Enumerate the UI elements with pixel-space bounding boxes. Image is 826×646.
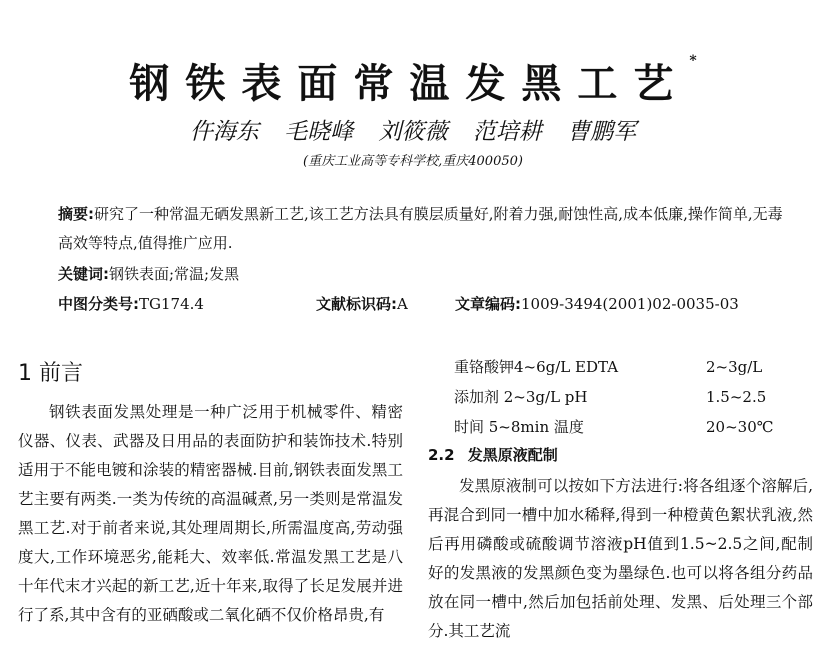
paragraph: 钢铁表面发黑处理是一种广泛用于机械零件、精密仪器、仪表、武器及日用品的表面防护和装饰技术.特别适用于不能电镀和涂装的精密器械.目前,钢铁表面发黑工艺主要有两类.一类为传统的高温碱煮,另一类则是常温发黑工艺.对于前者来说,其处理周期长,所需温度高,劳动强度大,工作环境恶劣,能耗大、效率低.常温发黑工艺是八十年代末才兴起的新工艺,近十年来,取得了长足发展并进行了系,其中含有的亚硒酸或二氧化硒不仅价格昂贵,有 [18, 403, 403, 624]
clc-value: TG174.4 [139, 295, 204, 313]
recipe-table [454, 352, 794, 442]
document-code [316, 293, 408, 314]
abstract-label: 摘要: [58, 205, 94, 223]
doc-label: 文献标识码: [316, 295, 397, 313]
keywords-text: 钢铁表面;常温;发黑 [109, 265, 240, 283]
doc-value: A [397, 295, 408, 313]
abstract-text: 研究了一种常温无硒发黑新工艺,该工艺方法具有膜层质量好,附着力强,耐蚀性高,成本低廉,操作简单,无毒高效等特点,值得推广应用. [58, 205, 783, 252]
recipe-cell: 2~3g/L [706, 358, 763, 376]
recipe-row [454, 412, 794, 442]
article-value: 1009-3494(2001)02-0035-03 [521, 295, 739, 313]
right-column [428, 472, 813, 646]
recipe-row [454, 352, 794, 382]
recipe-cell: 时间 5~8min 温度 [454, 418, 584, 436]
abstract [58, 200, 793, 258]
article-number [455, 293, 739, 314]
clc-label: 中图分类号: [58, 295, 139, 313]
section-heading: 1 前言 [18, 361, 83, 386]
recipe-cell: 重铬酸钾4~6g/L EDTA [454, 358, 619, 376]
paper-title: 钢铁表面常温发黑工艺* [129, 52, 697, 107]
authors: 仵海东 毛晓峰 刘筱薇 范培耕 曹鹏军 [189, 119, 637, 145]
keywords [58, 263, 239, 284]
keywords-label: 关键词: [58, 265, 109, 283]
article-label: 文章编码: [455, 295, 521, 313]
recipe-cell: 1.5~2.5 [706, 388, 767, 406]
recipe-cell: 添加剂 2~3g/L pH [454, 388, 588, 406]
recipe-cell: 20~30℃ [706, 418, 774, 436]
left-column [18, 398, 403, 630]
paragraph: 发黑原液制可以按如下方法进行:将各组逐个溶解后,再混合到同一槽中加水稀释,得到一种橙黄色絮状乳液,然后再用磷酸或硫酸调节溶液pH值到1.5~2.5之间,配制好的发黑液的发黑颜色变为墨绿色.也可以将各组分药品放在同一槽中,然后加包括前处理、发黑、后处理三个部分.其工艺流 [428, 477, 813, 640]
clc-number [58, 293, 204, 314]
title-footnote-mark: * [689, 52, 697, 69]
subsection-heading: 2.2 发黑原液配制 [428, 446, 558, 464]
affiliation: (重庆工业高等专科学校,重庆400050) [303, 154, 523, 169]
recipe-row [454, 382, 794, 412]
